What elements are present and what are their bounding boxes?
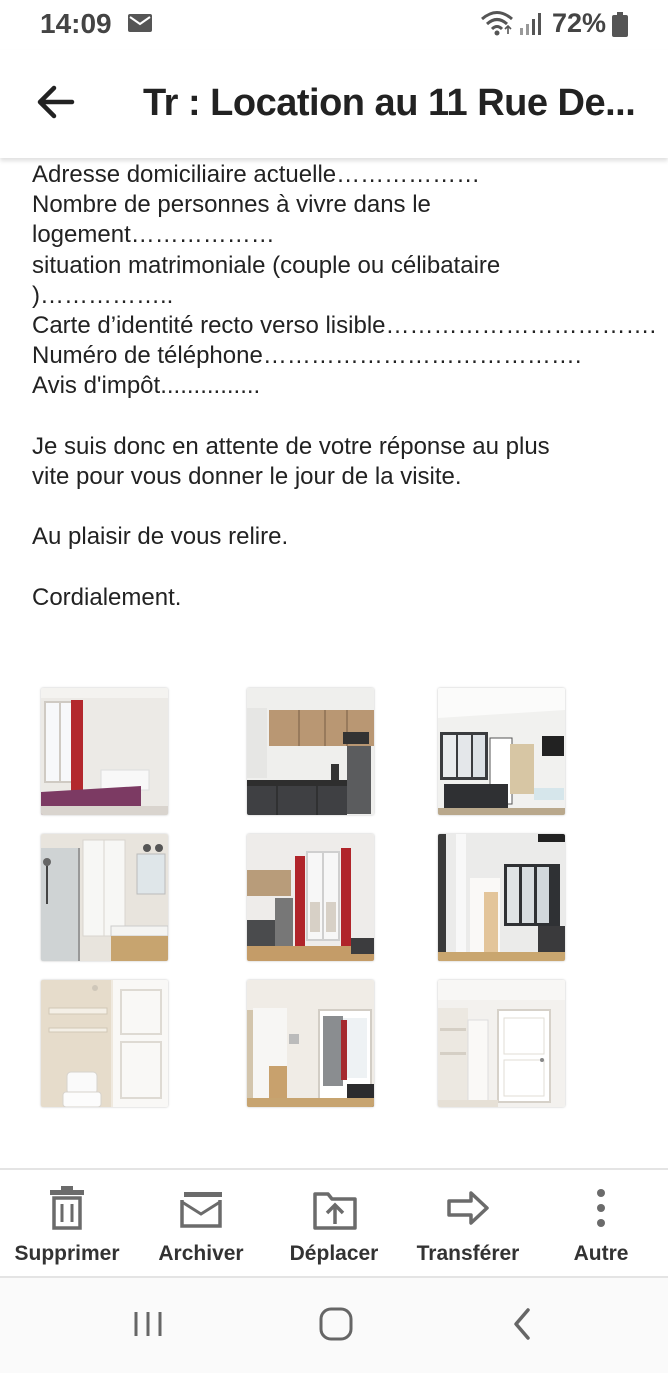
arrow-left-icon <box>30 80 90 124</box>
email-text <box>32 160 657 613</box>
battery-icon <box>612 12 628 37</box>
email-line: )…………….. <box>32 281 174 309</box>
photo-hallway-doors[interactable] <box>247 980 374 1107</box>
home-icon[interactable] <box>316 1306 356 1342</box>
more-label: Autre <box>573 1242 629 1265</box>
email-line: Avis d'impôt............... <box>32 372 261 400</box>
more-vertical-icon <box>580 1186 622 1230</box>
archive-button[interactable] <box>134 1170 268 1280</box>
email-line: Au plaisir de vous relire. <box>32 523 289 551</box>
move-button[interactable] <box>267 1170 401 1280</box>
email-line <box>32 402 642 432</box>
photo-bedroom[interactable] <box>41 688 168 815</box>
trash-icon <box>46 1186 88 1230</box>
photo-window-kitchen[interactable] <box>247 834 374 961</box>
photo-entrance-door[interactable] <box>438 980 565 1107</box>
email-line: Cordialement. <box>32 583 182 611</box>
back-nav-icon[interactable] <box>502 1306 542 1342</box>
photo-bathroom[interactable] <box>41 834 168 961</box>
back-button[interactable] <box>30 80 90 124</box>
email-line <box>32 552 642 582</box>
email-subject: Tr : Location au 11 Rue De... <box>143 82 636 124</box>
app-bar <box>0 50 668 158</box>
system-nav-bar <box>0 1278 668 1373</box>
recent-apps-icon[interactable] <box>128 1306 168 1342</box>
photo-glass-partition[interactable] <box>438 834 565 961</box>
delete-button[interactable] <box>0 1170 134 1280</box>
archive-label: Archiver <box>158 1242 244 1265</box>
battery-percent: 72% <box>552 8 607 38</box>
email-line: vite pour vous donner le jour de la visite. <box>32 462 462 490</box>
email-line: Nombre de personnes à vivre dans le <box>32 191 431 219</box>
email-body <box>0 158 668 1168</box>
photo-toilet[interactable] <box>41 980 168 1107</box>
email-line <box>32 492 642 522</box>
email-line: Numéro de téléphone…………………………………. <box>32 342 582 370</box>
status-time: 14:09 <box>40 8 112 39</box>
signal-icon <box>518 12 544 36</box>
email-line: situation matrimoniale (couple ou célibataire <box>32 251 501 279</box>
photo-kitchen[interactable] <box>247 688 374 815</box>
archive-icon <box>178 1186 224 1230</box>
photo-living-room[interactable] <box>438 688 565 815</box>
move-folder-icon <box>311 1186 357 1230</box>
email-line: Carte d’identité recto verso lisible……………………………. <box>32 311 657 339</box>
wifi-icon <box>480 10 514 36</box>
forward-label: Transférer <box>416 1242 520 1265</box>
more-button[interactable] <box>534 1170 668 1280</box>
action-bar <box>0 1168 668 1278</box>
email-line: Je suis donc en attente de votre réponse au plus <box>32 432 550 460</box>
status-bar <box>0 0 668 50</box>
forward-button[interactable] <box>401 1170 535 1280</box>
forward-arrow-icon <box>447 1186 489 1230</box>
email-line: logement……………… <box>32 221 275 249</box>
move-label: Déplacer <box>289 1242 379 1265</box>
delete-label: Supprimer <box>14 1242 120 1265</box>
email-line: Adresse domiciliaire actuelle……………… <box>32 161 481 188</box>
mail-icon <box>128 14 152 32</box>
